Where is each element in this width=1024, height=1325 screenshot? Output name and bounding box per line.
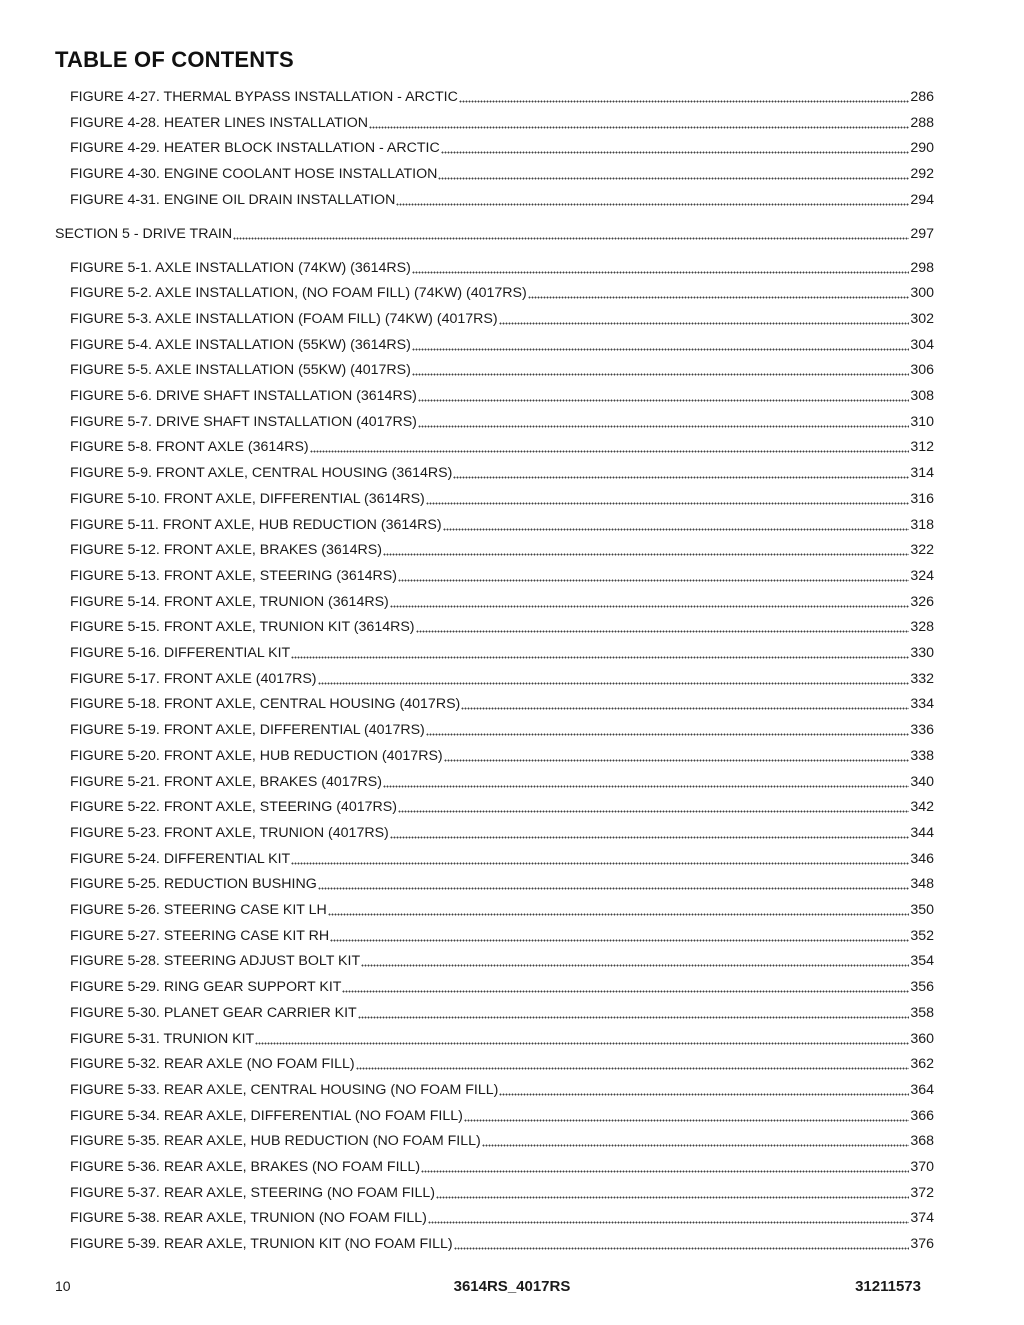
- toc-entry-page: 302: [910, 310, 934, 327]
- dot-leader: [418, 414, 909, 428]
- dot-leader: [291, 645, 909, 659]
- toc-figure-entry[interactable]: [70, 643, 934, 663]
- dot-leader: [412, 337, 909, 351]
- toc-entry-page: 330: [910, 645, 934, 661]
- toc-figure-entry[interactable]: [70, 515, 934, 535]
- toc-entry-page: 326: [910, 593, 934, 610]
- toc-figure-entry[interactable]: [70, 746, 934, 766]
- dot-leader: [436, 1185, 909, 1199]
- toc-entry-label: SECTION 5 - DRIVE TRAIN: [55, 225, 233, 242]
- toc-figure-entry[interactable]: [70, 566, 934, 586]
- dot-leader: [443, 517, 910, 531]
- toc-entry-label: FIGURE 5-25. REDUCTION BUSHING: [70, 876, 317, 893]
- toc-entry-page: 312: [910, 439, 934, 456]
- dot-leader: [396, 192, 909, 206]
- toc-entry-label: FIGURE 5-10. FRONT AXLE, DIFFERENTIAL (3614RS): [70, 490, 425, 507]
- toc-entry-label: FIGURE 5-34. REAR AXLE, DIFFERENTIAL (NO FOAM FILL): [70, 1107, 463, 1124]
- toc-entry-page: 368: [910, 1133, 934, 1150]
- toc-figure-entry[interactable]: [70, 335, 934, 355]
- toc-figure-entry[interactable]: [70, 823, 934, 843]
- toc-entry-page: 316: [910, 490, 934, 507]
- dot-leader: [342, 979, 909, 993]
- dot-leader: [428, 1210, 909, 1224]
- toc-entry-label: FIGURE 5-6. DRIVE SHAFT INSTALLATION (3614RS): [70, 388, 417, 404]
- toc-figure-entry[interactable]: [70, 283, 934, 303]
- dot-leader: [453, 465, 909, 479]
- toc-figure-entry[interactable]: [70, 1029, 934, 1049]
- toc-entry-label: FIGURE 5-3. AXLE INSTALLATION (FOAM FILL) (74KW) (4017RS): [70, 310, 498, 327]
- toc-figure-entry[interactable]: [70, 1157, 934, 1177]
- toc-entry-page: 346: [910, 850, 934, 867]
- toc-entry-label: FIGURE 5-30. PLANET GEAR CARRIER KIT: [70, 1004, 357, 1021]
- dot-leader: [421, 1159, 909, 1173]
- toc-entry-page: 344: [910, 824, 934, 841]
- toc-figure-entry[interactable]: [70, 1054, 934, 1074]
- toc-entry-label: FIGURE 4-28. HEATER LINES INSTALLATION: [70, 114, 369, 131]
- toc-entry-label: FIGURE 5-32. REAR AXLE (NO FOAM FILL): [70, 1056, 355, 1073]
- dot-leader: [499, 1082, 909, 1096]
- toc-entry-page: 336: [910, 722, 934, 739]
- toc-entry-page: 310: [910, 413, 934, 430]
- toc-entry-page: 322: [910, 542, 934, 559]
- dot-leader: [459, 89, 909, 103]
- dot-leader: [255, 1031, 909, 1045]
- toc-entry-label: FIGURE 5-16. DIFFERENTIAL KIT: [70, 645, 291, 661]
- dot-leader: [426, 722, 910, 736]
- toc-entry-label: FIGURE 5-37. REAR AXLE, STEERING (NO FOAM FILL): [70, 1184, 436, 1201]
- toc-entry-page: 334: [910, 696, 934, 713]
- toc-figure-entry[interactable]: [70, 360, 934, 380]
- toc-entry-label: FIGURE 4-29. HEATER BLOCK INSTALLATION - ARCTIC: [70, 140, 440, 157]
- dot-leader: [390, 594, 910, 608]
- toc-figure-entry[interactable]: [70, 720, 934, 740]
- toc-entry-page: 306: [910, 362, 934, 379]
- toc-entry-label: FIGURE 5-28. STEERING ADJUST BOLT KIT: [70, 953, 361, 970]
- toc-figure-entry[interactable]: [70, 694, 934, 714]
- toc-entry-page: 300: [910, 285, 934, 302]
- dot-leader: [383, 542, 909, 556]
- toc-entry-page: 354: [910, 953, 934, 970]
- dot-leader: [464, 1108, 909, 1122]
- toc-figure-entry[interactable]: [70, 1183, 934, 1203]
- toc-entry-page: 304: [910, 336, 934, 353]
- toc-entry-page: 356: [910, 979, 934, 996]
- toc-entry-label: FIGURE 5-11. FRONT AXLE, HUB REDUCTION (3614RS): [70, 516, 442, 533]
- toc-figure-entry[interactable]: [70, 489, 934, 509]
- toc-figure-entry[interactable]: [70, 849, 934, 869]
- toc-figure-entry[interactable]: [70, 412, 934, 432]
- toc-figure-entry[interactable]: [70, 164, 934, 184]
- toc-entry-label: FIGURE 5-23. FRONT AXLE, TRUNION (4017RS): [70, 824, 389, 841]
- toc-entry-label: FIGURE 5-21. FRONT AXLE, BRAKES (4017RS): [70, 773, 382, 790]
- dot-leader: [418, 388, 909, 402]
- toc-entry-page: 374: [910, 1210, 934, 1227]
- toc-entry-page: 286: [910, 89, 934, 105]
- dot-leader: [330, 928, 909, 942]
- toc-entry-label: FIGURE 4-30. ENGINE COOLANT HOSE INSTALLATION: [70, 166, 438, 183]
- toc-figure-entry[interactable]: [70, 1131, 934, 1151]
- toc-entry-label: FIGURE 5-12. FRONT AXLE, BRAKES (3614RS): [70, 542, 382, 559]
- toc-entry-label: FIGURE 5-26. STEERING CASE KIT LH: [70, 902, 327, 918]
- toc-figure-entry[interactable]: [70, 138, 934, 158]
- dot-leader: [426, 491, 910, 505]
- toc-entry-page: 314: [910, 465, 934, 482]
- toc-entry-page: 362: [910, 1056, 934, 1073]
- toc-entry-label: FIGURE 5-39. REAR AXLE, TRUNION KIT (NO FOAM FILL): [70, 1236, 453, 1253]
- toc-figure-entry[interactable]: [70, 540, 934, 560]
- toc-figure-entry[interactable]: [70, 87, 934, 107]
- page-title: TABLE OF CONTENTS: [55, 47, 294, 72]
- toc-entry-label: FIGURE 5-19. FRONT AXLE, DIFFERENTIAL (4017RS): [70, 722, 425, 739]
- toc-entry-page: 352: [910, 927, 934, 944]
- toc-entry-page: 370: [910, 1159, 934, 1175]
- toc-figure-entry[interactable]: [70, 1106, 934, 1126]
- dot-leader: [318, 876, 910, 890]
- toc-entry-page: 338: [910, 747, 934, 764]
- toc-figure-entry[interactable]: [70, 797, 934, 817]
- toc-entry-label: FIGURE 5-29. RING GEAR SUPPORT KIT: [70, 979, 342, 996]
- dot-leader: [358, 1005, 910, 1019]
- dot-leader: [461, 696, 909, 710]
- toc-entry-page: 342: [910, 799, 934, 816]
- toc-entry-page: 350: [910, 902, 934, 918]
- toc-entry-page: 366: [910, 1107, 934, 1124]
- toc-entry-label: FIGURE 5-20. FRONT AXLE, HUB REDUCTION (4017RS): [70, 747, 443, 764]
- toc-figure-entry[interactable]: [70, 669, 934, 689]
- footer-model: 3614RS_4017RS: [453, 1278, 571, 1295]
- dot-leader: [482, 1133, 910, 1147]
- toc-entry-page: 348: [910, 876, 934, 893]
- toc-entry-page: 358: [910, 1004, 934, 1021]
- toc-entry-label: FIGURE 5-35. REAR AXLE, HUB REDUCTION (NO FOAM FILL): [70, 1133, 481, 1150]
- toc-entry-page: 308: [910, 388, 934, 404]
- dot-leader: [361, 953, 909, 967]
- toc-figure-entry[interactable]: [70, 592, 934, 612]
- dot-leader: [310, 439, 910, 453]
- dot-leader: [499, 311, 910, 325]
- toc-entry-label: FIGURE 5-2. AXLE INSTALLATION, (NO FOAM FILL) (74KW) (4017RS): [70, 285, 527, 302]
- toc-entry-label: FIGURE 5-7. DRIVE SHAFT INSTALLATION (4017RS): [70, 413, 417, 430]
- toc-figure-entry[interactable]: [70, 463, 934, 483]
- toc-entry-page: 364: [910, 1081, 934, 1098]
- toc-figure-entry[interactable]: [70, 617, 934, 637]
- toc-entry-page: 297: [910, 225, 934, 242]
- toc-entry-label: FIGURE 5-14. FRONT AXLE, TRUNION (3614RS): [70, 593, 389, 610]
- toc-entry-page: 332: [910, 670, 934, 687]
- toc-entry-page: 292: [910, 166, 934, 183]
- dot-leader: [390, 825, 910, 839]
- toc-entry-label: FIGURE 5-5. AXLE INSTALLATION (55KW) (4017RS): [70, 362, 411, 379]
- toc-entry-label: FIGURE 5-4. AXLE INSTALLATION (55KW) (3614RS): [70, 336, 411, 353]
- toc-figure-entry[interactable]: [70, 258, 934, 278]
- toc-entry-page: 376: [910, 1236, 934, 1253]
- toc-figure-entry[interactable]: [70, 951, 934, 971]
- toc-figure-entry[interactable]: [70, 437, 934, 457]
- dot-leader: [291, 851, 909, 865]
- toc-figure-entry[interactable]: [70, 1208, 934, 1228]
- toc-entry-page: 318: [910, 516, 934, 533]
- toc-entry-label: FIGURE 5-9. FRONT AXLE, CENTRAL HOUSING (3614RS): [70, 465, 453, 482]
- dot-leader: [369, 115, 909, 129]
- toc-figure-entry[interactable]: [70, 309, 934, 329]
- toc-figure-entry[interactable]: [70, 900, 934, 920]
- toc-entry-page: 290: [910, 140, 934, 157]
- toc-entry-label: FIGURE 5-31. TRUNION KIT: [70, 1030, 255, 1047]
- dot-leader: [441, 140, 910, 154]
- toc-entry-page: 298: [910, 259, 934, 276]
- toc-entry-label: FIGURE 5-8. FRONT AXLE (3614RS): [70, 439, 309, 456]
- dot-leader: [412, 362, 909, 376]
- toc-entry-label: FIGURE 4-27. THERMAL BYPASS INSTALLATION - ARCTIC: [70, 89, 458, 105]
- toc-entry-label: FIGURE 5-1. AXLE INSTALLATION (74KW) (3614RS): [70, 259, 411, 276]
- toc-entry-label: FIGURE 5-24. DIFFERENTIAL KIT: [70, 850, 291, 867]
- dot-leader: [438, 166, 909, 180]
- toc-figure-entry[interactable]: [70, 190, 934, 210]
- footer-page-number: 10: [55, 1278, 71, 1294]
- toc-entry-label: FIGURE 5-22. FRONT AXLE, STEERING (4017RS): [70, 799, 397, 816]
- toc-entry-label: FIGURE 5-18. FRONT AXLE, CENTRAL HOUSING (4017RS): [70, 696, 461, 713]
- toc-entry-page: 294: [910, 191, 934, 208]
- toc-entry-label: FIGURE 5-38. REAR AXLE, TRUNION (NO FOAM FILL): [70, 1210, 427, 1227]
- toc-entry-page: 288: [910, 114, 934, 131]
- toc-entry-label: FIGURE 5-27. STEERING CASE KIT RH: [70, 927, 330, 944]
- dot-leader: [398, 568, 909, 582]
- dot-leader: [528, 285, 910, 299]
- dot-leader: [356, 1056, 910, 1070]
- toc-entry-label: FIGURE 5-17. FRONT AXLE (4017RS): [70, 670, 317, 687]
- toc-entry-label: FIGURE 5-36. REAR AXLE, BRAKES (NO FOAM FILL): [70, 1159, 421, 1175]
- toc-figure-entry[interactable]: [70, 926, 934, 946]
- dot-leader: [454, 1236, 910, 1250]
- toc-section-entry[interactable]: [55, 224, 934, 244]
- toc-entry-label: FIGURE 5-13. FRONT AXLE, STEERING (3614RS): [70, 567, 397, 584]
- toc-figure-entry[interactable]: [70, 1234, 934, 1254]
- toc-figure-entry[interactable]: [70, 386, 934, 406]
- dot-leader: [416, 619, 910, 633]
- toc-entry-page: 340: [910, 773, 934, 790]
- footer-doc-number: 31211573: [855, 1278, 921, 1295]
- toc-entry-label: FIGURE 5-33. REAR AXLE, CENTRAL HOUSING (NO FOAM FILL): [70, 1081, 499, 1098]
- dot-leader: [383, 774, 909, 788]
- dot-leader: [444, 748, 910, 762]
- toc-entry-page: 372: [910, 1184, 934, 1201]
- toc-entry-page: 324: [910, 567, 934, 584]
- dot-leader: [233, 226, 909, 240]
- toc-figure-entry[interactable]: [70, 1080, 934, 1100]
- dot-leader: [412, 260, 909, 274]
- toc-figure-entry[interactable]: [70, 1003, 934, 1023]
- dot-leader: [398, 799, 909, 813]
- toc-entry-label: FIGURE 5-15. FRONT AXLE, TRUNION KIT (3614RS): [70, 619, 415, 636]
- toc-entry-label: FIGURE 4-31. ENGINE OIL DRAIN INSTALLATION: [70, 191, 396, 208]
- toc-figure-entry[interactable]: [70, 977, 934, 997]
- toc-figure-entry[interactable]: [70, 113, 934, 133]
- toc-figure-entry[interactable]: [70, 874, 934, 894]
- toc-entry-page: 328: [910, 619, 934, 636]
- toc-entry-page: 360: [910, 1030, 934, 1047]
- dot-leader: [328, 902, 910, 916]
- dot-leader: [318, 671, 910, 685]
- toc-figure-entry[interactable]: [70, 772, 934, 792]
